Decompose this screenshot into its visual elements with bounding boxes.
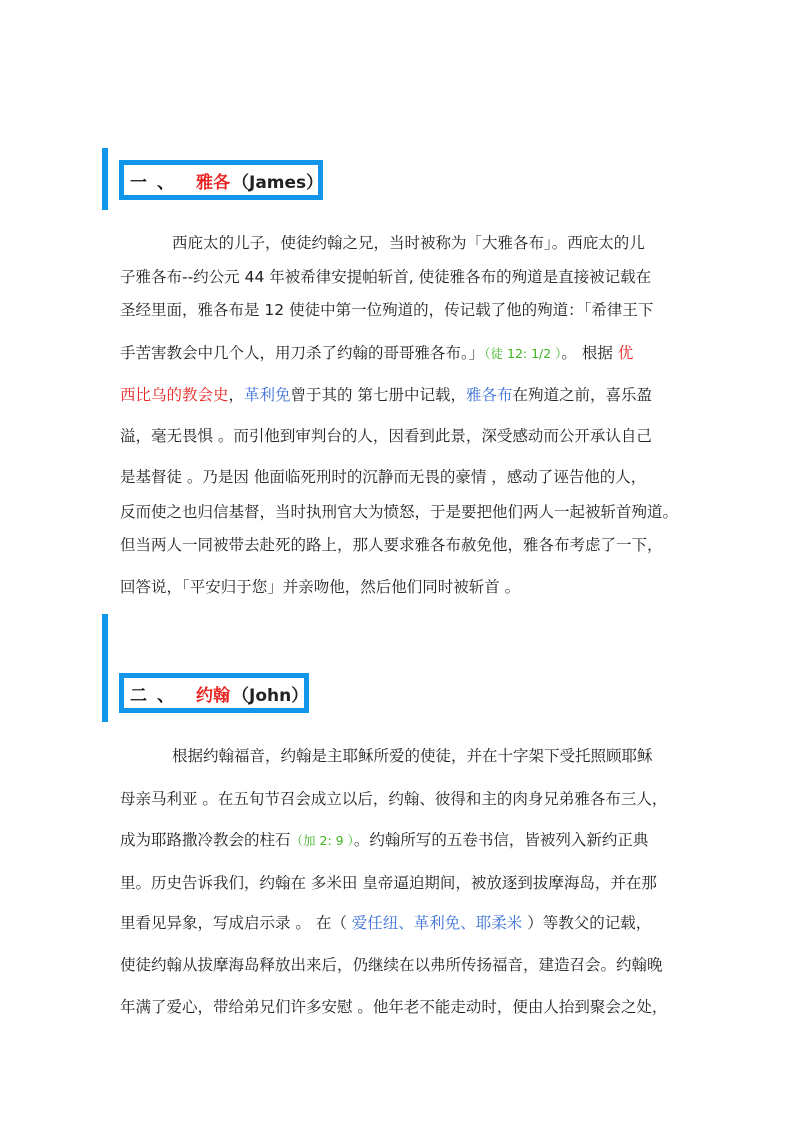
heading-name: 雅各 xyxy=(196,172,230,193)
text-line xyxy=(120,383,652,407)
section-2-sidebar xyxy=(102,614,108,722)
heading-number: 二 xyxy=(130,685,147,706)
text-line: 使徒约翰从拔摩海岛释放出来后，仍继续在以弗所传扬福音，建造召会。约翰晚 xyxy=(120,956,663,974)
text-line: 根据约翰福音，约翰是主耶稣所爱的使徒，并在十字架下受托照顾耶稣 xyxy=(172,747,653,765)
text-line: 反而使之也归信基督，当时执刑官大为愤怒，于是要把他们两人一起被斩首殉道。 xyxy=(120,503,679,521)
heading-number: 一 xyxy=(130,172,147,193)
text-line xyxy=(120,341,633,365)
section-1-heading xyxy=(119,160,323,200)
text-line: 回答说，「平安归于您」并亲吻他，然后他们同时被斩首 。 xyxy=(120,578,521,596)
highlight-blue: 雅各布 xyxy=(465,386,513,404)
text-span: 。 根据 xyxy=(561,344,618,362)
text-span: 曾于其的 第七册中记载， xyxy=(290,386,466,404)
text-line xyxy=(120,828,648,852)
highlight-red: 优 xyxy=(617,344,634,362)
text-line: 是基督徒 。乃是因 他面临死刑时的沉静而无畏的豪情 ，感动了诬告他的人， xyxy=(120,468,647,486)
text-line: 但当两人一同被带去赴死的路上，那人要求雅各布赦免他，雅各布考虑了一下， xyxy=(120,536,663,554)
section-2-heading xyxy=(119,673,309,713)
heading-english: （John） xyxy=(232,685,309,706)
scripture-reference: （徒 12: 1/2 ） xyxy=(484,346,562,361)
text-line: 西庇太的儿子，使徒约翰之兄，当时被称为「大雅各布」。西庇太的儿 xyxy=(172,234,645,252)
highlight-blue: 爱任纽、革利免、耶柔米 xyxy=(351,914,523,932)
highlight-blue: 革利免 xyxy=(244,386,291,404)
text-line: 圣经里面，雅各布是 12 使徒中第一位殉道的，传记载了他的殉道：「希律王下 xyxy=(120,301,654,319)
text-line: 母亲马利亚 。在五旬节召会成立以后，约翰、彼得和主的肉身兄弟雅各布三人， xyxy=(120,790,668,808)
heading-english: （James） xyxy=(232,172,324,193)
text-span: 在殉道之前，喜乐盈 xyxy=(512,386,653,404)
text-line: 溢，毫无畏惧 。而引他到审判台的人，因看到此景，深受感动而公开承认自己 xyxy=(120,427,652,445)
scripture-reference: （加 2: 9 ） xyxy=(290,833,354,848)
text-line: 里。历史告诉我们，约翰在 多米田 皇帝逼迫期间，被放逐到拔摩海岛，并在那 xyxy=(120,874,657,892)
text-span: ， xyxy=(228,386,245,404)
text-line: 年满了爱心，带给弟兄们许多安慰 。他年老不能走动时，便由人抬到聚会之处， xyxy=(120,998,668,1016)
text-span: 成为耶路撒冷教会的柱石 xyxy=(120,831,291,849)
heading-separator: 、 xyxy=(157,685,174,706)
heading-separator: 、 xyxy=(157,172,174,193)
text-span: 。约翰所写的五卷书信，皆被列入新约正典 xyxy=(353,831,649,849)
highlight-red: 西比乌的教会史 xyxy=(120,386,229,404)
text-span: 里看见异象，写成启示录 。 在（ xyxy=(120,914,352,932)
heading-name: 约翰 xyxy=(196,685,230,706)
text-line: 子雅各布--约公元 44 年被希律安提帕斩首, 使徒雅各布的殉道是直接被记载在 xyxy=(120,268,652,286)
section-1-sidebar xyxy=(102,148,108,210)
text-line xyxy=(120,911,651,935)
text-span: 手苦害教会中几个人，用刀杀了约翰的哥哥雅各布。」 xyxy=(120,344,485,362)
text-span: ）等教父的记载， xyxy=(522,914,652,932)
